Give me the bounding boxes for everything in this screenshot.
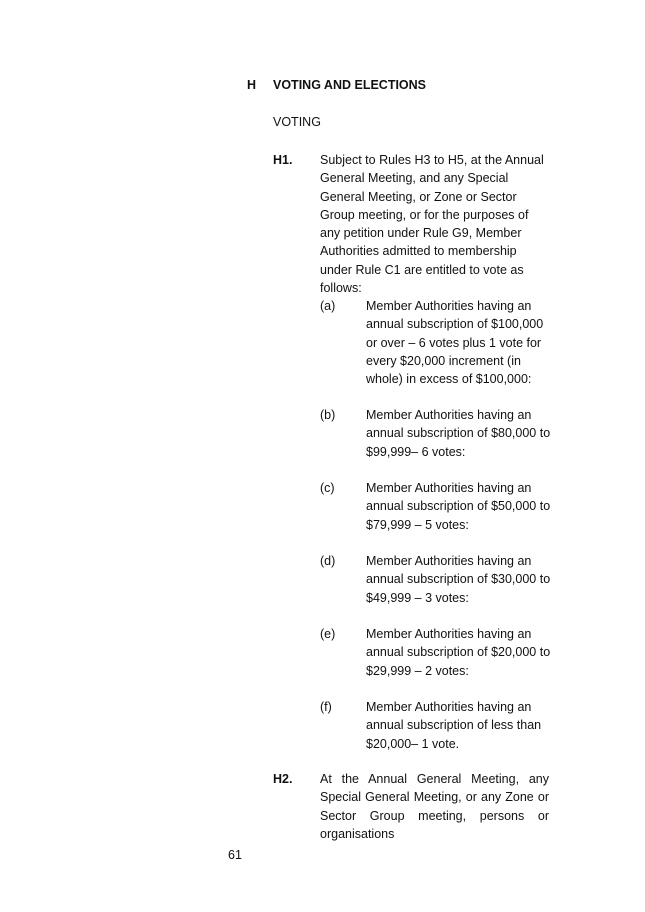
- item-label: (a): [320, 299, 336, 313]
- item-label: (c): [320, 481, 335, 495]
- item-text: Member Authorities having an annual subscription of less than $20,000– 1 vote.: [366, 700, 542, 751]
- list-item-a: [320, 297, 580, 388]
- rule-number: H2.: [273, 772, 293, 786]
- item-text: Member Authorities having an annual subscription of $20,000 to $29,999 – 2 votes:: [366, 627, 551, 678]
- item-text: Member Authorities having an annual subscription of $80,000 to $99,999– 6 votes:: [366, 408, 551, 459]
- rule-text: At the Annual General Meeting, any Special General Meeting, or any Zone or Sector Group meeting, persons or organisations: [320, 772, 549, 841]
- item-label: (b): [320, 408, 336, 422]
- rule-h2: [273, 770, 563, 843]
- page-number: 61: [228, 848, 242, 862]
- rule-number: H1.: [273, 153, 293, 167]
- item-text: Member Authorities having an annual subscription of $50,000 to $79,999 – 5 votes:: [366, 481, 551, 532]
- item-label: (d): [320, 554, 336, 568]
- list-item-c: [320, 479, 580, 534]
- item-label: (e): [320, 627, 336, 641]
- list-item-e: [320, 625, 580, 680]
- list-item-f: [320, 698, 580, 753]
- section-title: VOTING AND ELECTIONS: [273, 78, 427, 92]
- section-letter: H: [247, 78, 257, 92]
- item-text: Member Authorities having an annual subscription of $30,000 to $49,999 – 3 votes:: [366, 554, 551, 605]
- list-item-b: [320, 406, 580, 461]
- item-text: Member Authorities having an annual subscription of $100,000 or over – 6 votes plus 1 vote for every $20,000 increment (in whole) in excess of $100,000:: [366, 299, 544, 387]
- section-heading: [247, 78, 426, 92]
- rule-h1: [273, 151, 563, 297]
- list-item-d: [320, 552, 580, 607]
- rule-text: Subject to Rules H3 to H5, at the Annual General Meeting, and any Special General Meeting, or Zone or Sector Group meeting, or for the purposes of any petition under Rule G9, Member Authorities admitted to membership under Rule C1 are entitled to vote as follows:: [320, 153, 544, 296]
- subheading-voting: VOTING: [273, 115, 321, 129]
- item-label: (f): [320, 700, 332, 714]
